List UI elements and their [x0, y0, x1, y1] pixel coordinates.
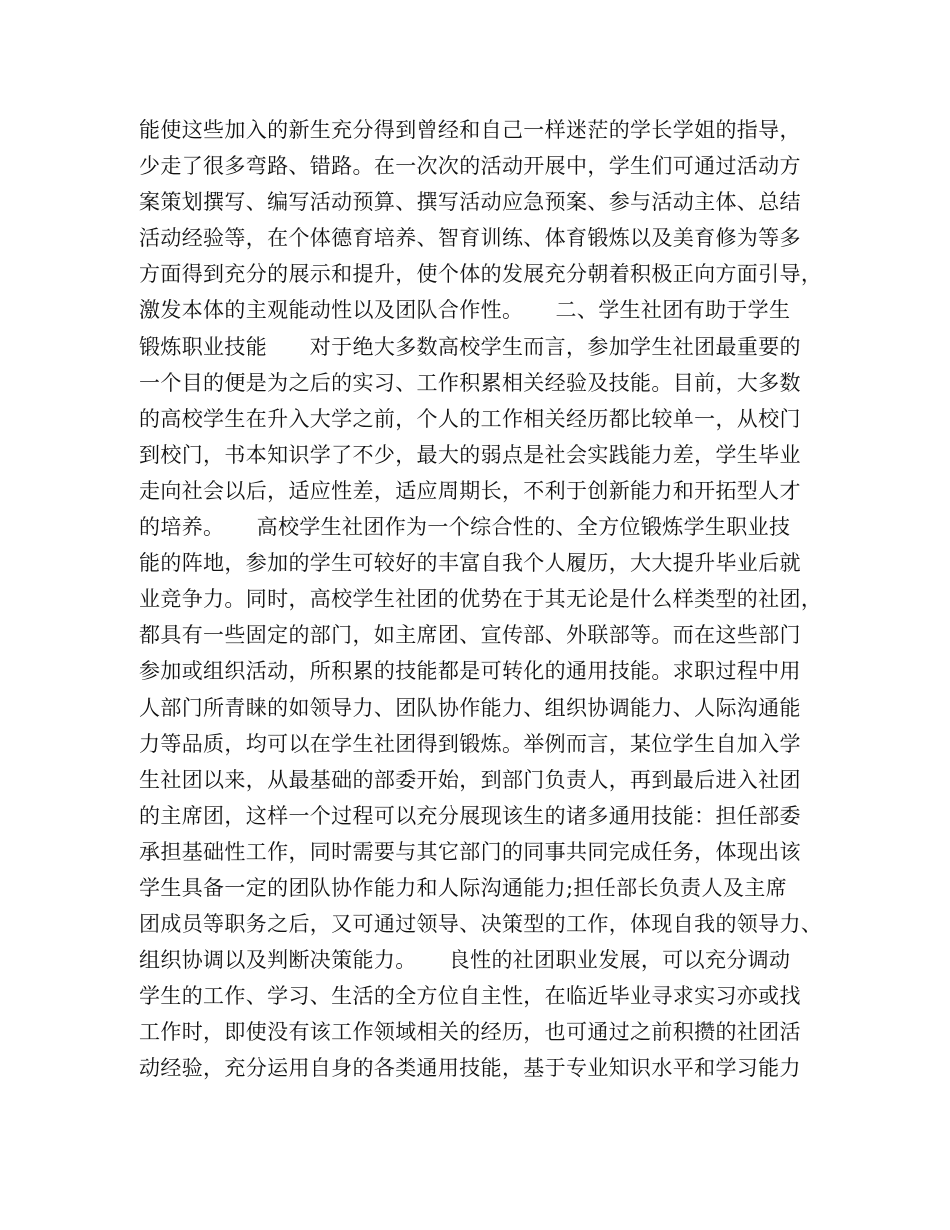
text-line: 业竞争力。同时，高校学生社团的优势在于其无论是什么样类型的社团，: [139, 587, 823, 612]
text-line: 少走了很多弯路、错路。在一次次的活动开展中，学生们可通过活动方: [139, 154, 801, 179]
text-line: 到校门，书本知识学了不少，最大的弱点是社会实践能力差，学生毕业: [139, 442, 801, 467]
text-line: 锻炼职业技能 对于绝大多数高校学生而言，参加学生社团最重要的: [139, 334, 801, 359]
text-line: 方面得到充分的展示和提升，使个体的发展充分朝着积极正向方面引导，: [139, 262, 823, 287]
text-line: 能的阵地，参加的学生可较好的丰富自我个人履历，大大提升毕业后就: [139, 551, 801, 576]
text-line: 力等品质，均可以在学生社团得到锻炼。举例而言，某位学生自加入学: [139, 731, 801, 756]
text-line: 的培养。 高校学生社团作为一个综合性的、全方位锻炼学生职业技: [139, 515, 791, 540]
text-line: 学生的工作、学习、生活的全方位自主性，在临近毕业寻求实习亦或找: [139, 984, 801, 1009]
text-line: 生社团以来，从最基础的部委开始，到部门负责人，再到最后进入社团: [139, 767, 801, 792]
text-line: 能使这些加入的新生充分得到曾经和自己一样迷茫的学长学姐的指导，: [139, 118, 801, 142]
text-line: 人部门所青睐的如领导力、团队协作能力、组织协调能力、人际沟通能: [139, 695, 801, 720]
text-line: 的主席团，这样一个过程可以充分展现该生的诸多通用技能：担任部委: [139, 803, 801, 828]
text-line: 学生具备一定的团队协作能力和人际沟通能力;担任部长负责人及主席: [139, 875, 787, 900]
text-line: 团成员等职务之后，又可通过领导、决策型的工作，体现自我的领导力、: [139, 912, 823, 937]
text-line: 动经验，充分运用自身的各类通用技能，基于专业知识水平和学习能力: [139, 1056, 801, 1081]
text-line: 组织协调以及判断决策能力。 良性的社团职业发展，可以充分调动: [139, 948, 791, 973]
text-line: 承担基础性工作，同时需要与其它部门的同事共同完成任务，体现出该: [139, 839, 801, 864]
body-text: [139, 112, 839, 1087]
text-line: 工作时，即使没有该工作领域相关的经历，也可通过之前积攒的社团活: [139, 1020, 801, 1045]
text-line: 走向社会以后，适应性差，适应周期长，不利于创新能力和开拓型人才: [139, 478, 801, 503]
text-line: 都具有一些固定的部门，如主席团、宣传部、外联部等。而在这些部门: [139, 623, 801, 648]
text-line: 激发本体的主观能动性以及团队合作性。 二、学生社团有助于学生: [139, 298, 791, 323]
text-line: 的高校学生在升入大学之前，个人的工作相关经历都比较单一，从校门: [139, 406, 801, 431]
text-line: 一个目的便是为之后的实习、工作积累相关经验及技能。目前，大多数: [139, 370, 801, 395]
text-line: 参加或组织活动，所积累的技能都是可转化的通用技能。求职过程中用: [139, 659, 801, 684]
text-line: 案策划撰写、编写活动预算、撰写活动应急预案、参与活动主体、总结: [139, 190, 801, 215]
text-line: 活动经验等，在个体德育培养、智育训练、体育锻炼以及美育修为等多: [139, 226, 801, 251]
